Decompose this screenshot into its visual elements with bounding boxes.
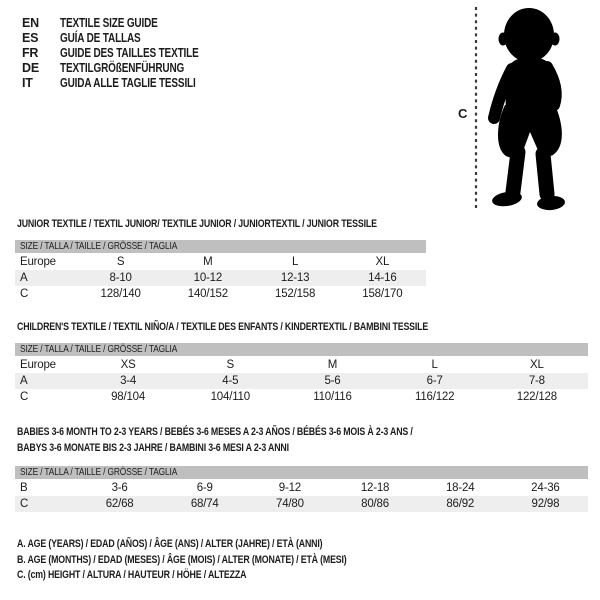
cell: 6-7 <box>426 375 443 387</box>
lang-label: GUIDE DES TAILLES TEXTILE <box>60 46 199 60</box>
cell: 152/158 <box>275 288 316 300</box>
junior-size-table <box>15 254 426 302</box>
lang-code: DE <box>22 61 39 75</box>
cell: 7-8 <box>528 375 545 387</box>
junior-table-title: JUNIOR TEXTILE / TEXTIL JUNIOR/ TEXTILE JUNIOR / JUNIORTEXTIL / JUNIOR TESSILE <box>17 218 377 230</box>
row-label: Europe <box>20 359 56 371</box>
cell: 12-13 <box>280 272 310 284</box>
lang-label: GUÍA DE TALLAS <box>60 31 141 45</box>
lang-row-de <box>22 61 233 76</box>
cell: 14-16 <box>368 272 397 284</box>
cell: 116/122 <box>414 391 455 403</box>
cell: M <box>203 256 213 268</box>
table-row <box>15 270 426 286</box>
cell: 9-12 <box>278 482 301 494</box>
cell: 122/128 <box>516 391 557 403</box>
babies-size-table <box>15 480 588 512</box>
height-measure-label: C <box>458 106 468 121</box>
cell: 158/170 <box>362 288 403 300</box>
junior-table-section <box>15 217 426 302</box>
cell: 8-10 <box>109 272 132 284</box>
cell: 86/92 <box>446 498 475 510</box>
cell: 104/110 <box>210 391 250 403</box>
lang-row-fr <box>22 46 233 61</box>
lang-label: GUIDA ALLE TAGLIE TESSILI <box>60 76 196 90</box>
cell: 5-6 <box>324 375 341 387</box>
lang-row-es <box>22 31 233 46</box>
cell: 68/74 <box>190 498 219 510</box>
table-row <box>15 286 426 302</box>
row-label: C <box>20 391 29 403</box>
lang-label: TEXTILGRÖßENFÜHRUNG <box>60 61 185 75</box>
table-row <box>15 373 588 389</box>
cell: M <box>327 359 338 371</box>
row-label: C <box>20 288 29 300</box>
babies-table-section <box>15 424 588 512</box>
children-table-title: CHILDREN'S TEXTILE / TEXTIL NIÑO/A / TEXTILE DES ENFANTS / KINDERTEXTIL / BAMBINI TESSILE <box>17 321 429 333</box>
row-label: Europe <box>20 256 56 268</box>
row-label: A <box>20 272 28 284</box>
height-dashed-line <box>474 7 478 209</box>
lang-code: FR <box>22 46 39 60</box>
lang-row-it <box>22 76 233 91</box>
baby-figure-area <box>450 4 598 212</box>
children-size-band: SIZE / TALLA / TAILLE / GRÖSSE / TAGLIA <box>15 343 588 356</box>
cell: 6-9 <box>196 482 213 494</box>
cell: 10-12 <box>193 272 223 284</box>
footnotes <box>17 537 429 584</box>
row-label: C <box>20 498 29 510</box>
lang-label: TEXTILE SIZE GUIDE <box>60 16 158 30</box>
lang-row-en <box>22 16 233 31</box>
footnote-c: C. (cm) HEIGHT / ALTURA / HAUTEUR / HÖHE / ALTEZZA <box>17 569 247 581</box>
cell: 4-5 <box>222 375 239 387</box>
children-size-table <box>15 357 588 405</box>
babies-table-title: BABIES 3-6 MONTH TO 2-3 YEARS / BEBÉS 3-6 MESES A 2-3 AÑOS / BÉBÉS 3-6 MOIS À 2-3 ANS / BABYS 3-6 MONATE BIS 2-3 JAHRE / BAMBINI 3-6 MESI A 2-3 ANNI <box>17 426 413 454</box>
cell: XL <box>375 256 390 268</box>
cell: 110/116 <box>313 391 352 403</box>
language-header <box>22 16 233 91</box>
footnote-a: A. AGE (YEARS) / EDAD (AÑOS) / ÂGE (ANS) / ALTER (JAHRE) / ETÀ (ANNI) <box>17 538 323 550</box>
cell: 98/104 <box>111 391 146 403</box>
cell: 128/140 <box>100 288 141 300</box>
cell: 92/98 <box>531 498 560 510</box>
children-table-section <box>15 320 588 405</box>
lang-code: IT <box>22 76 33 90</box>
cell: 80/86 <box>361 498 389 510</box>
row-label: A <box>20 375 28 387</box>
row-label: B <box>20 482 28 494</box>
cell: L <box>292 256 299 268</box>
babies-size-band: SIZE / TALLA / TAILLE / GRÖSSE / TAGLIA <box>15 466 588 479</box>
cell: 18-24 <box>445 482 475 494</box>
cell: 24-36 <box>531 482 560 494</box>
junior-size-band: SIZE / TALLA / TAILLE / GRÖSSE / TAGLIA <box>15 240 426 253</box>
table-row <box>15 496 588 512</box>
cell: 62/68 <box>105 498 134 510</box>
cell: 74/80 <box>276 498 304 510</box>
cell: L <box>431 359 438 371</box>
lang-code: ES <box>22 31 39 45</box>
cell: S <box>226 359 235 371</box>
cell: 3-6 <box>111 482 128 494</box>
cell: 3-4 <box>120 375 137 387</box>
cell: 12-18 <box>360 482 390 494</box>
table-row <box>15 389 588 405</box>
cell: 140/152 <box>187 288 228 300</box>
table-row <box>15 254 426 270</box>
cell: XS <box>120 359 136 371</box>
table-row <box>15 357 588 373</box>
lang-code: EN <box>22 16 39 30</box>
baby-silhouette-icon <box>482 5 578 211</box>
footnote-b: B. AGE (MONTHS) / EDAD (MESES) / ÂGE (MOIS) / ALTER (MONATE) / ETÀ (MESI) <box>17 553 347 566</box>
table-row <box>15 480 588 496</box>
cell: XL <box>530 359 544 371</box>
cell: S <box>116 256 125 268</box>
